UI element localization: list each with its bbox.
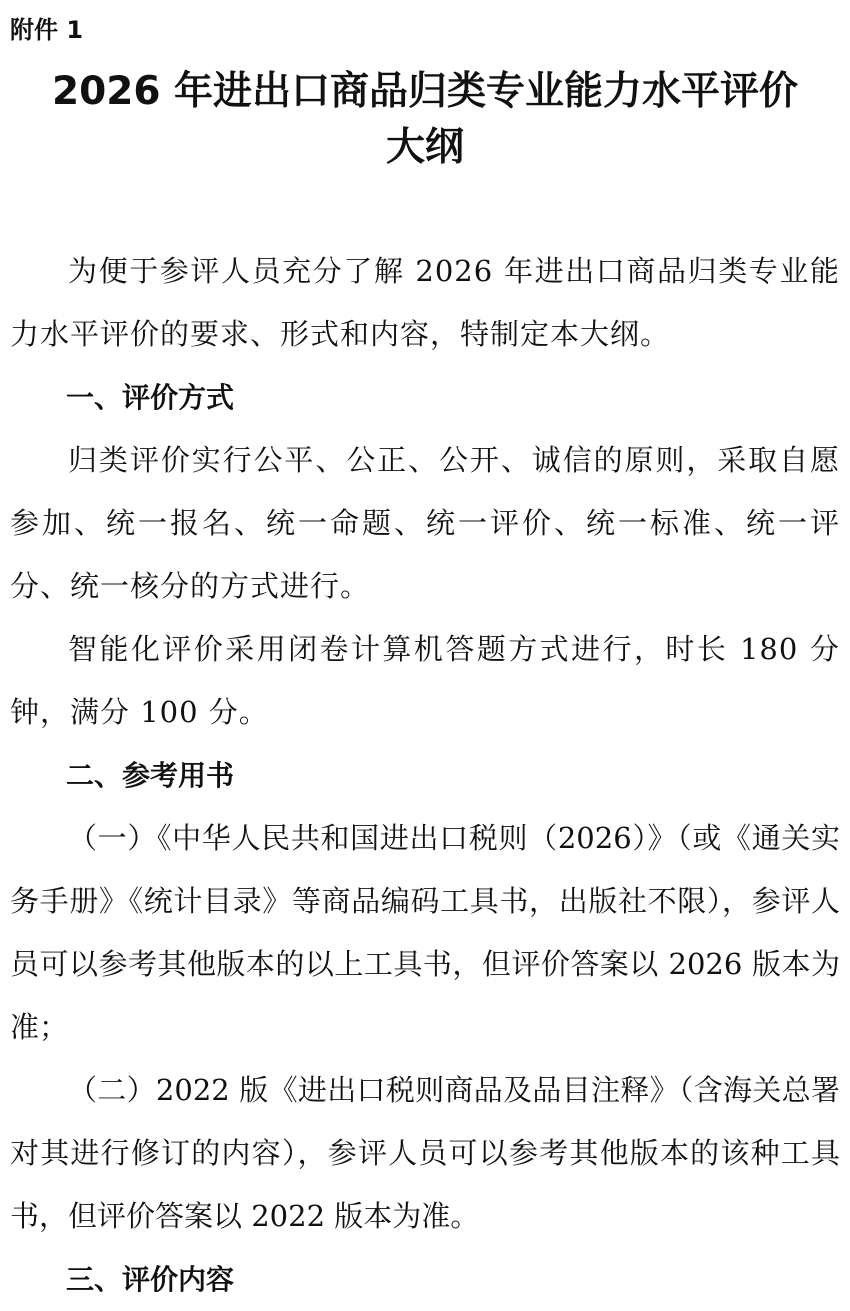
document-body [10, 240, 840, 1311]
section-heading-evaluation-content: 三、评价内容 [66, 1263, 235, 1296]
reference-item-1: （一）《中华人民共和国进出口税则（2026）》（或《通关实务手册》《统计目录》等商品编码工具书，出版社不限），参评人员可以参考其他版本的以上工具书，但评价答案以 2026 版本为准； [10, 821, 840, 1044]
document-title [0, 64, 850, 176]
evaluation-format-paragraph: 智能化评价采用闭卷计算机答题方式进行，时长 180 分钟，满分 100 分。 [10, 632, 840, 729]
title-line-2: 大纲 [385, 125, 464, 170]
section-heading-reference-books: 二、参考用书 [66, 759, 235, 792]
evaluation-principles-paragraph: 归类评价实行公平、公正、公开、诚信的原则，采取自愿参加、统一报名、统一命题、统一评价、统一标准、统一评分、统一核分的方式进行。 [10, 443, 840, 603]
attachment-label: 附件 1 [10, 16, 84, 44]
title-line-1: 2026 年进出口商品归类专业能力水平评价 [51, 69, 799, 114]
section-heading-evaluation-method: 一、评价方式 [66, 381, 235, 414]
reference-item-2: （二）2022 版《进出口税则商品及品目注释》（含海关总署对其进行修订的内容），参评人员可以参考其他版本的该种工具书，但评价答案以 2022 版本为准。 [10, 1073, 840, 1233]
intro-paragraph: 为便于参评人员充分了解 2026 年进出口商品归类专业能力水平评价的要求、形式和内容，特制定本大纲。 [10, 254, 840, 351]
